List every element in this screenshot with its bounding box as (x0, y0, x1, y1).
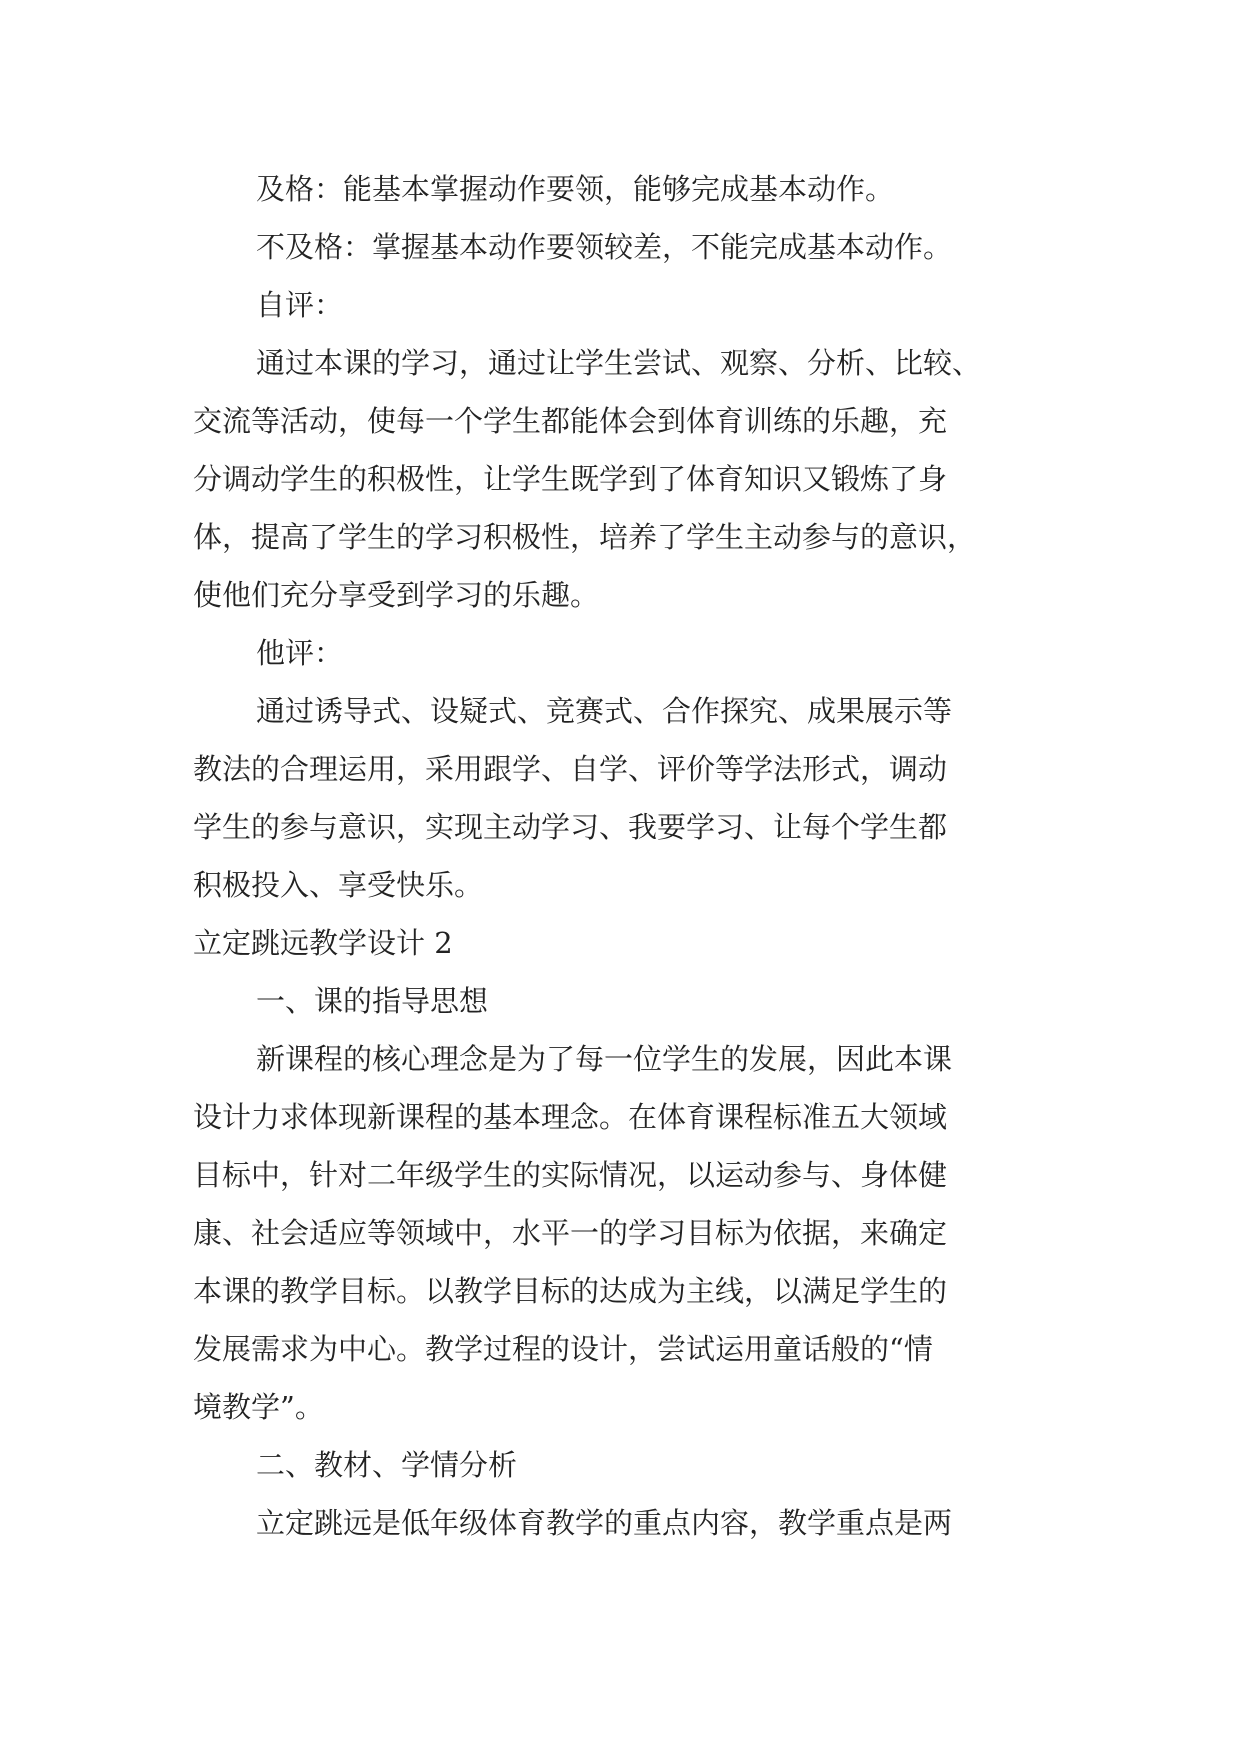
text-line: 康、社会适应等领域中，水平一的学习目标为依据，来确定 (193, 1216, 948, 1250)
text-line: 教法的合理运用，采用跟学、自学、评价等学法形式，调动 (193, 752, 948, 786)
text-line: 及格：能基本掌握动作要领，能够完成基本动作。 (256, 172, 895, 206)
text-line: 通过诱导式、设疑式、竞赛式、合作探究、成果展示等 (256, 694, 953, 728)
text-line: 二、教材、学情分析 (256, 1448, 518, 1482)
text-line: 学生的参与意识，实现主动学习、我要学习、让每个学生都 (193, 810, 948, 844)
text-line: 境教学”。 (193, 1390, 324, 1424)
text-line: 通过本课的学习，通过让学生尝试、观察、分析、比较、 (256, 346, 982, 380)
text-line: 他评： (256, 636, 344, 670)
text-line: 设计力求体现新课程的基本理念。在体育课程标准五大领域 (193, 1100, 948, 1134)
text-line: 本课的教学目标。以教学目标的达成为主线，以满足学生的 (193, 1274, 948, 1308)
text-line: 自评： (256, 288, 344, 322)
text-line: 分调动学生的积极性，让学生既学到了体育知识又锻炼了身 (193, 462, 948, 496)
text-line: 一、课的指导思想 (256, 984, 489, 1018)
text-line: 体，提高了学生的学习积极性，培养了学生主动参与的意识， (193, 520, 977, 554)
text-line: 发展需求为中心。教学过程的设计，尝试运用童话般的“情 (193, 1332, 933, 1366)
text-line: 积极投入、享受快乐。 (193, 868, 484, 902)
text-line: 目标中，针对二年级学生的实际情况，以运动参与、身体健 (193, 1158, 948, 1192)
text-line: 立定跳远教学设计 2 (193, 926, 453, 960)
document-body (193, 160, 1063, 1552)
text-line: 使他们充分享受到学习的乐趣。 (193, 578, 600, 612)
text-line: 交流等活动，使每一个学生都能体会到体育训练的乐趣，充 (193, 404, 948, 438)
text-line: 不及格：掌握基本动作要领较差，不能完成基本动作。 (256, 230, 953, 264)
text-line: 新课程的核心理念是为了每一位学生的发展，因此本课 (256, 1042, 953, 1076)
text-line: 立定跳远是低年级体育教学的重点内容，教学重点是两 (256, 1506, 953, 1540)
